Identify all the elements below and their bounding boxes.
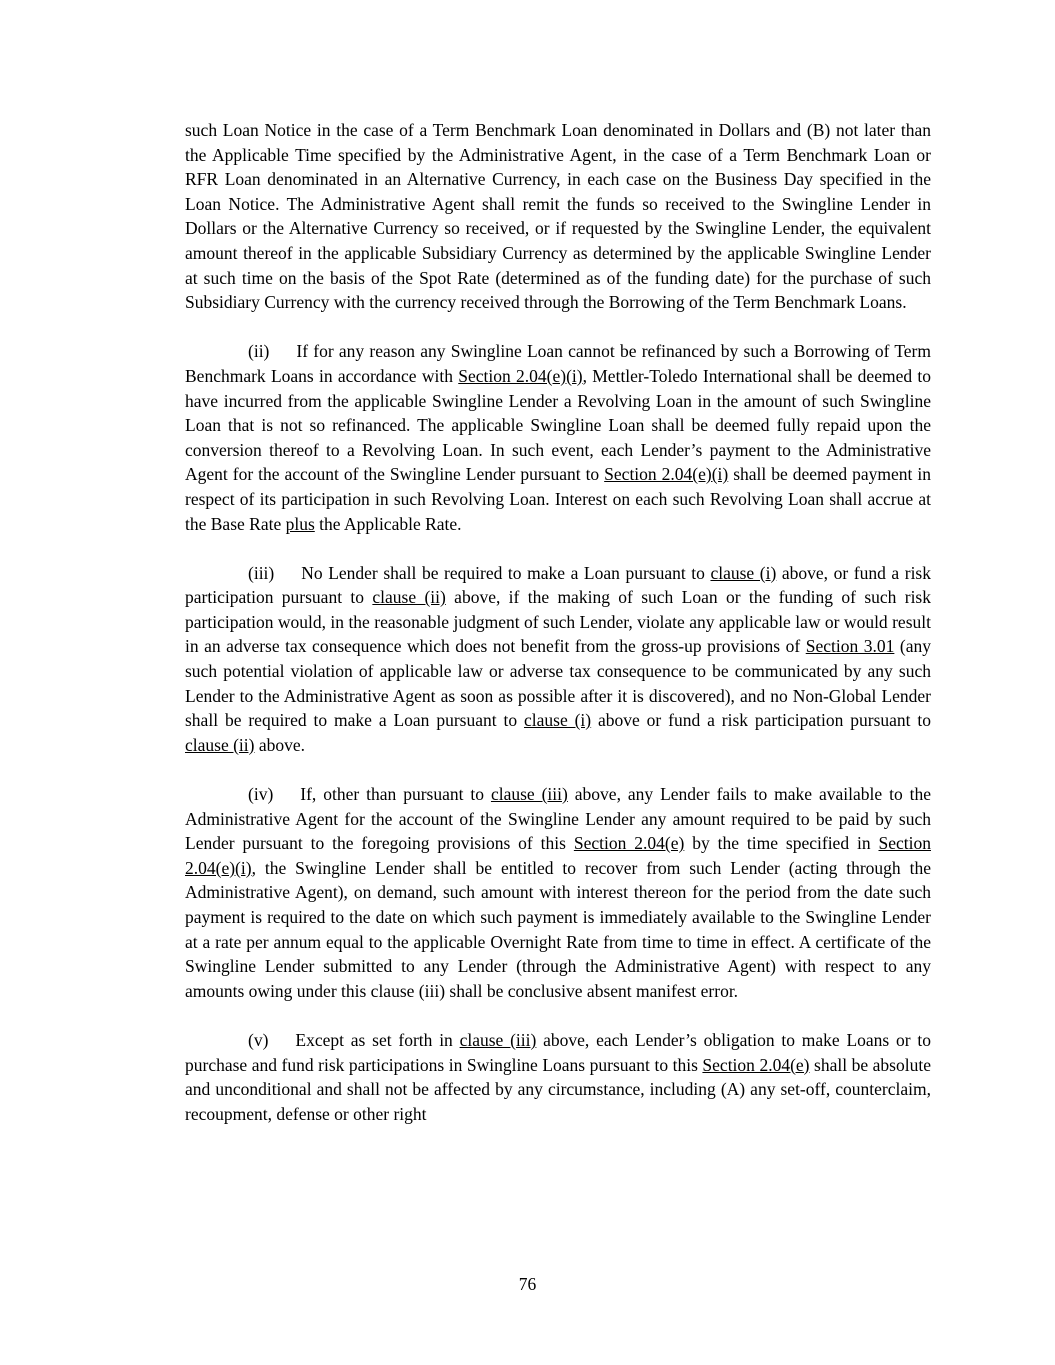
text-segment: above, any Lender fails to make available to the Administrative Agent for the account of the Swingline Lender any amount required to be paid by such Lender pursuant to the foregoing provisions of this <box>185 784 932 854</box>
paragraph <box>185 561 931 758</box>
text-segment: by the time specified in <box>684 833 879 854</box>
text-segment: above, each Lender’s obligation to make Loans or to purchase and fund risk participations in Swingline Loans pursuant to this <box>185 1029 931 1075</box>
cross-reference: Section 2.04(e)(i) <box>185 833 931 878</box>
text-segment: shall be absolute and unconditional and shall not be affected by any circumstance, including (A) any set-off, counterclaim, recoupment, defense or other right <box>185 1054 931 1124</box>
paragraph <box>185 118 931 315</box>
cross-reference: plus <box>285 513 315 534</box>
text-segment: such Loan Notice in the case of a Term Benchmark Loan denominated in Dollars and (B) not later than the Applicable Time specified by the Administrative Agent, in the case of a Term Benchmark Loan or RFR Loan denominated in an Alternative Currency, in each case on the Business Day specified in the Loan Notice. The Administrative Agent shall remit the funds so received to the Swingline Lender in Dollars or the Alternative Currency so received, or if requested by the Swingline Lender, the equivalent amount thereof in the applicable Subsidiary Currency as determined by the applicable Swingline Lender at such time on the basis of the Spot Rate (determined as of the funding date) for the purchase of such Subsidiary Currency with the currency received through the Borrowing of the Term Benchmark Loans. <box>185 120 931 313</box>
text-segment: above, if the making of such Loan or the funding of such risk participation would, in the reasonable judgment of such Lender, violate any applicable law or would result in an adverse tax consequence which does not benefit from the gross-up provisions of <box>185 587 931 657</box>
cross-reference: Section 2.04(e) <box>702 1054 810 1075</box>
page-number: 76 <box>518 1274 537 1294</box>
paragraph-label: (iv) <box>248 784 274 805</box>
paragraph <box>185 1028 931 1126</box>
text-segment: Except as set forth in <box>295 1029 460 1050</box>
text-segment: above, or fund a risk participation pursuant to <box>185 562 931 608</box>
cross-reference: clause (ii) <box>372 587 446 608</box>
cross-reference: Section 3.01 <box>805 636 895 657</box>
text-segment: above. <box>254 734 306 755</box>
cross-reference: Section 2.04(e) <box>573 833 685 854</box>
paragraph-label: (iii) <box>248 562 275 583</box>
text-segment: shall be deemed payment in respect of its participation in such Revolving Loan. Interest on each such Revolving Loan shall accrue at the Base Rate <box>185 464 931 534</box>
paragraph <box>185 782 931 1003</box>
text-segment: If, other than pursuant to <box>300 784 491 805</box>
cross-reference: clause (iii) <box>459 1029 537 1050</box>
text-segment: No Lender shall be required to make a Loan pursuant to <box>301 562 711 583</box>
text-segment: , Mettler-Toledo International shall be deemed to have incurred from the applicable Swingline Lender a Revolving Loan in the amount of such Swingline Loan that is not so refinanced. The applicable Swingline Loan shall be deemed fully repaid upon the conversion thereof to a Revolving Loan. In such event, each Lender’s payment to the Administrative Agent for the account of the Swingline Lender pursuant to <box>185 365 931 485</box>
cross-reference: Section 2.04(e)(i) <box>604 464 729 485</box>
paragraph <box>185 339 931 536</box>
paragraph-label: (ii) <box>248 341 270 362</box>
cross-reference: clause (i) <box>523 710 592 731</box>
paragraph-label: (v) <box>248 1029 269 1050</box>
cross-reference: clause (i) <box>710 562 777 583</box>
cross-reference: clause (ii) <box>185 734 255 755</box>
cross-reference: clause (iii) <box>490 784 568 805</box>
text-segment: (any such potential violation of applicable law or adverse tax consequence to be communicated by any such Lender to the Administrative Agent as soon as possible after it is discovered), and no Non-Global Lender shall be required to make a Loan pursuant to <box>185 636 931 731</box>
text-segment: , the Swingline Lender shall be entitled to recover from such Lender (acting through the Administrative Agent), on demand, such amount with interest thereon for the period from the date such payment is required to the date on which such payment is immediately available to the Swingline Lender at a rate per annum equal to the applicable Overnight Rate from time to time in effect. A certificate of the Swingline Lender submitted to any Lender (through the Administrative Agent) with respect to any amounts owing under this clause (iii) shall be conclusive absent manifest error. <box>185 857 931 1001</box>
text-segment: above or fund a risk participation pursuant to <box>591 710 932 731</box>
document-body <box>185 118 931 1151</box>
text-segment: If for any reason any Swingline Loan cannot be refinanced by such a Borrowing of Term Benchmark Loans in accordance with <box>185 341 931 386</box>
cross-reference: Section 2.04(e)(i) <box>458 365 583 386</box>
text-segment: the Applicable Rate. <box>314 513 462 534</box>
